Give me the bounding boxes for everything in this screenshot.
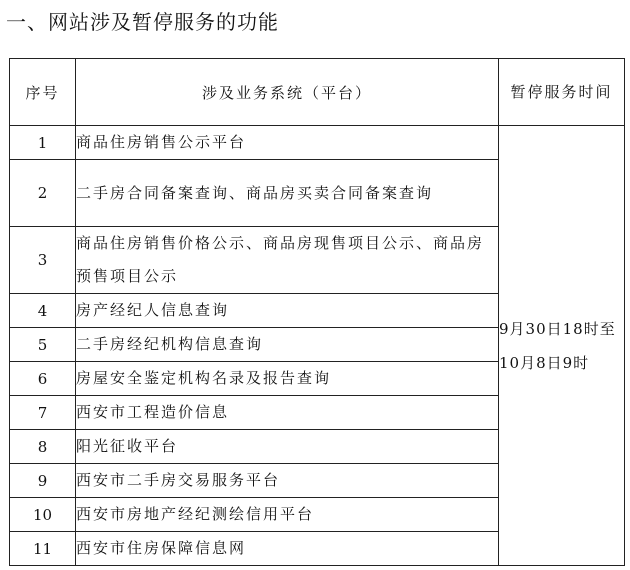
row-number: 7 (10, 396, 76, 430)
row-system: 西安市住房保障信息网 (76, 532, 499, 566)
row-system: 西安市二手房交易服务平台 (76, 464, 499, 498)
row-number: 1 (10, 126, 76, 160)
header-time: 暂停服务时间 (499, 59, 625, 126)
table-header-row (10, 59, 625, 126)
row-number: 9 (10, 464, 76, 498)
row-system: 房产经纪人信息查询 (76, 294, 499, 328)
section-heading: 一、网站涉及暂停服务的功能 (6, 10, 279, 34)
row-number: 11 (10, 532, 76, 566)
row-system: 二手房经纪机构信息查询 (76, 328, 499, 362)
row-system: 二手房合同备案查询、商品房买卖合同备案查询 (76, 160, 499, 227)
row-system: 商品住房销售价格公示、商品房现售项目公示、商品房预售项目公示 (76, 227, 499, 294)
row-system: 阳光征收平台 (76, 430, 499, 464)
row-number: 2 (10, 160, 76, 227)
row-system: 西安市工程造价信息 (76, 396, 499, 430)
row-number: 5 (10, 328, 76, 362)
row-number: 6 (10, 362, 76, 396)
suspension-table (9, 58, 625, 566)
row-number: 10 (10, 498, 76, 532)
suspension-time: 9月30日18时至10月8日9时 (499, 126, 625, 566)
header-system: 涉及业务系统（平台） (76, 59, 499, 126)
header-index: 序号 (10, 59, 76, 126)
row-system: 房屋安全鉴定机构名录及报告查询 (76, 362, 499, 396)
row-number: 4 (10, 294, 76, 328)
row-number: 3 (10, 227, 76, 294)
row-system: 西安市房地产经纪测绘信用平台 (76, 498, 499, 532)
row-system: 商品住房销售公示平台 (76, 126, 499, 160)
table-row (10, 126, 625, 160)
row-number: 8 (10, 430, 76, 464)
